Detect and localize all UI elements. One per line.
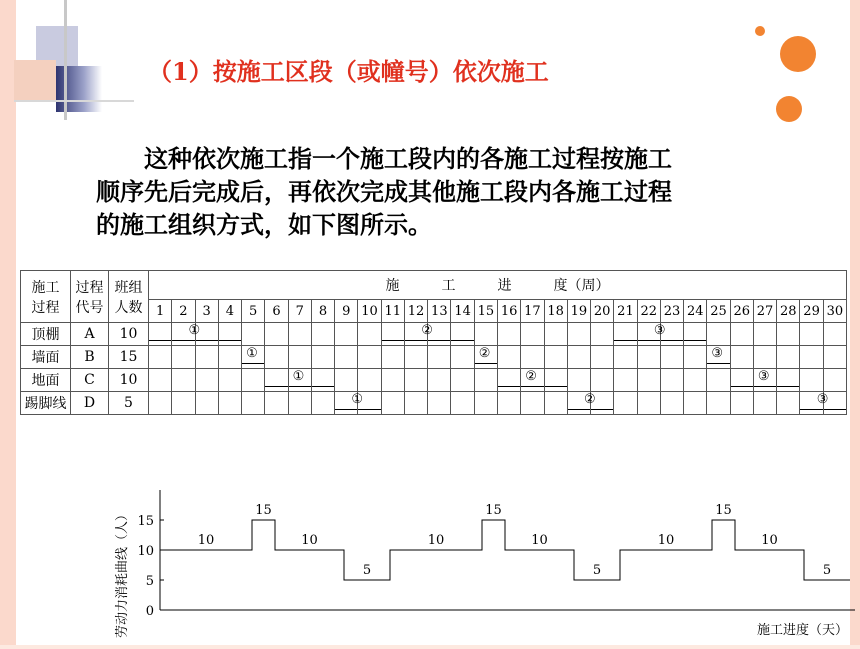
task-bar — [707, 363, 729, 365]
week-header-15: 15 — [474, 300, 497, 323]
week-header-8: 8 — [311, 300, 334, 323]
schedule-cell — [358, 323, 381, 346]
task-segment-label: ① — [188, 323, 201, 338]
task-bar — [219, 340, 241, 342]
task-segment-label: ① — [351, 392, 364, 407]
schedule-cell — [404, 346, 427, 369]
task-bar — [172, 340, 194, 342]
deco-circle-medium — [776, 96, 802, 122]
task-bar — [358, 409, 380, 411]
schedule-cell — [660, 369, 683, 392]
week-header-9: 9 — [335, 300, 358, 323]
schedule-cell — [497, 346, 520, 369]
schedule-cell — [567, 323, 590, 346]
week-header-22: 22 — [637, 300, 660, 323]
process-code: D — [71, 392, 109, 415]
week-header-10: 10 — [358, 300, 381, 323]
schedule-cell — [265, 392, 288, 415]
week-header-13: 13 — [428, 300, 451, 323]
schedule-cell — [451, 346, 474, 369]
week-header-27: 27 — [753, 300, 776, 323]
y-tick-label: 15 — [137, 514, 154, 529]
task-bar — [777, 386, 799, 388]
process-name: 墙面 — [21, 346, 71, 369]
y-tick-label: 0 — [145, 604, 154, 619]
step-value-label: 10 — [657, 533, 675, 548]
schedule-cell — [497, 369, 520, 392]
week-header-29: 29 — [800, 300, 823, 323]
schedule-cell — [404, 392, 427, 415]
schedule-cell — [381, 369, 404, 392]
schedule-table — [20, 270, 847, 415]
schedule-cell — [684, 346, 707, 369]
schedule-cell — [660, 346, 683, 369]
schedule-cell — [823, 323, 846, 346]
task-segment-label: ③ — [653, 323, 666, 338]
week-header-5: 5 — [242, 300, 265, 323]
schedule-cell — [753, 346, 776, 369]
schedule-cell — [684, 392, 707, 415]
schedule-cell — [753, 392, 776, 415]
header-progress: 施 工 进 度（周） — [149, 271, 847, 300]
schedule-cell — [242, 323, 265, 346]
schedule-cell — [288, 346, 311, 369]
schedule-cell — [358, 369, 381, 392]
schedule-cell — [800, 346, 823, 369]
week-header-21: 21 — [614, 300, 637, 323]
step-value-label: 15 — [255, 503, 272, 518]
task-bar — [405, 340, 427, 342]
task-bar — [382, 340, 404, 342]
step-value-label: 10 — [761, 533, 778, 548]
step-value-label: 15 — [715, 503, 732, 518]
week-header-25: 25 — [707, 300, 730, 323]
schedule-cell — [591, 369, 614, 392]
task-segment-label: ③ — [711, 346, 724, 361]
week-header-19: 19 — [567, 300, 590, 323]
schedule-cell — [381, 323, 404, 346]
schedule-cell — [195, 392, 218, 415]
paragraph-line-3: 的施工组织方式，如下图所示。 — [96, 210, 432, 239]
schedule-cell — [172, 392, 195, 415]
task-bar — [638, 340, 660, 342]
schedule-cell — [474, 323, 497, 346]
week-header-18: 18 — [544, 300, 567, 323]
deco-line-h — [14, 100, 134, 102]
schedule-cell — [584, 392, 614, 415]
schedule-cell — [567, 369, 590, 392]
deco-square-3 — [56, 66, 102, 112]
task-segment-label: ② — [478, 346, 491, 361]
body-paragraph — [96, 142, 796, 241]
task-bar — [545, 386, 567, 388]
schedule-cell — [288, 323, 311, 346]
schedule-cell — [544, 346, 567, 369]
header-crew — [109, 271, 149, 323]
schedule-cell — [521, 369, 544, 392]
schedule-cell — [497, 392, 520, 415]
table-row — [21, 392, 847, 415]
schedule-cell — [335, 323, 358, 346]
process-code: C — [71, 369, 109, 392]
week-header-7: 7 — [288, 300, 311, 323]
deco-circle-large — [780, 36, 816, 72]
week-header-28: 28 — [777, 300, 800, 323]
schedule-cell — [218, 323, 241, 346]
schedule-cell — [777, 323, 800, 346]
week-header-17: 17 — [521, 300, 544, 323]
task-bar — [521, 386, 543, 388]
task-bar — [289, 386, 311, 388]
week-header-11: 11 — [381, 300, 404, 323]
task-bar — [428, 340, 450, 342]
table-row — [21, 323, 847, 346]
crew-size: 5 — [109, 392, 149, 415]
schedule-cell — [660, 392, 683, 415]
crew-size: 10 — [109, 369, 149, 392]
task-bar — [591, 409, 613, 411]
x-axis-title: 施工进度（天） — [756, 623, 848, 638]
schedule-cell — [707, 323, 730, 346]
schedule-cell — [591, 346, 614, 369]
schedule-cell — [614, 392, 637, 415]
task-bar — [568, 409, 590, 411]
week-header-23: 23 — [660, 300, 683, 323]
process-name: 顶棚 — [21, 323, 71, 346]
schedule-cell — [591, 323, 614, 346]
step-value-label: 5 — [592, 563, 602, 578]
schedule-cell — [265, 346, 288, 369]
step-value-label: 10 — [531, 533, 548, 548]
schedule-cell — [474, 369, 497, 392]
task-segment-label: ② — [584, 392, 596, 407]
task-bar — [149, 340, 171, 342]
schedule-cell — [544, 369, 567, 392]
week-header-3: 3 — [195, 300, 218, 323]
header-process-line2: 过程 — [31, 299, 60, 316]
schedule-cell — [428, 369, 451, 392]
task-bar — [498, 386, 520, 388]
task-segment-label: ③ — [816, 392, 829, 407]
week-header-26: 26 — [730, 300, 753, 323]
paragraph-line-2: 顺序先后完成后，再依次完成其他施工段内各施工过程 — [96, 177, 672, 206]
schedule-cell — [614, 323, 637, 346]
schedule-cell — [218, 392, 241, 415]
schedule-cell — [428, 346, 451, 369]
week-header-16: 16 — [497, 300, 520, 323]
schedule-cell — [730, 369, 753, 392]
task-bar — [731, 386, 753, 388]
task-bar — [800, 409, 822, 411]
table-row — [21, 369, 847, 392]
schedule-cell — [823, 346, 846, 369]
week-header-1: 1 — [149, 300, 172, 323]
schedule-cell — [335, 369, 358, 392]
schedule-cell — [730, 323, 753, 346]
week-header-4: 4 — [218, 300, 241, 323]
schedule-cell — [288, 369, 311, 392]
week-header-2: 2 — [172, 300, 195, 323]
schedule-cell — [684, 323, 707, 346]
schedule-cell — [381, 392, 404, 415]
schedule-cell — [521, 392, 544, 415]
labor-step-line — [160, 520, 850, 580]
schedule-cell — [707, 346, 730, 369]
deco-circle-small — [755, 26, 765, 36]
schedule-cell — [497, 323, 520, 346]
header-crew-line2: 人数 — [114, 299, 143, 316]
schedule-table-wrapper — [20, 270, 848, 465]
task-bar — [312, 386, 334, 388]
schedule-cell — [288, 392, 311, 415]
schedule-cell — [311, 323, 334, 346]
schedule-cell — [421, 323, 451, 346]
deco-line — [64, 0, 67, 120]
task-segment-label: ① — [292, 369, 305, 384]
schedule-cell — [637, 369, 660, 392]
process-name: 地面 — [21, 369, 71, 392]
task-bar — [335, 409, 357, 411]
schedule-cell — [777, 392, 800, 415]
labor-chart — [100, 480, 860, 645]
task-bar — [475, 363, 497, 365]
schedule-cell — [358, 346, 381, 369]
schedule-cell — [242, 392, 265, 415]
task-segment-label: ② — [525, 369, 537, 384]
schedule-cell — [707, 369, 730, 392]
step-value-label: 10 — [301, 533, 318, 548]
schedule-cell — [195, 346, 218, 369]
task-bar — [451, 340, 473, 342]
week-header-12: 12 — [404, 300, 427, 323]
schedule-cell — [311, 369, 334, 392]
schedule-cell — [195, 369, 218, 392]
table-row — [21, 346, 847, 369]
schedule-cell — [753, 323, 776, 346]
schedule-cell — [265, 369, 288, 392]
header-crew-line1: 班组 — [114, 279, 143, 296]
schedule-cell — [730, 346, 753, 369]
schedule-cell — [451, 369, 474, 392]
schedule-cell — [474, 346, 497, 369]
task-segment-label: ① — [246, 346, 258, 361]
schedule-cell — [404, 369, 427, 392]
schedule-cell — [381, 346, 404, 369]
task-bar — [242, 363, 264, 365]
schedule-cell — [335, 346, 358, 369]
schedule-cell — [614, 346, 637, 369]
y-tick-label: 5 — [145, 574, 154, 589]
header-code-line2: 代号 — [75, 299, 104, 316]
schedule-cell — [311, 392, 334, 415]
schedule-cell — [653, 323, 683, 346]
process-code: B — [71, 346, 109, 369]
schedule-cell — [567, 346, 590, 369]
paragraph-line-1: 这种依次施工指一个施工段内的各施工过程按施工 — [144, 144, 672, 173]
schedule-cell — [188, 323, 218, 346]
schedule-cell — [637, 392, 660, 415]
schedule-cell — [218, 369, 241, 392]
schedule-cell — [265, 323, 288, 346]
week-header-24: 24 — [684, 300, 707, 323]
week-header-6: 6 — [265, 300, 288, 323]
schedule-cell — [684, 369, 707, 392]
task-segment-label: ③ — [757, 369, 770, 384]
schedule-cell — [242, 346, 265, 369]
schedule-cell — [218, 346, 241, 369]
header-process — [21, 271, 71, 323]
schedule-cell — [521, 323, 544, 346]
schedule-cell — [149, 346, 172, 369]
schedule-cell — [521, 346, 544, 369]
schedule-cell — [777, 369, 800, 392]
schedule-cell — [172, 346, 195, 369]
process-name: 踢脚线 — [21, 392, 71, 415]
task-bar — [754, 386, 776, 388]
week-header-30: 30 — [823, 300, 846, 323]
schedule-cell — [777, 346, 800, 369]
week-header-20: 20 — [591, 300, 614, 323]
header-process-line1: 施工 — [31, 279, 60, 296]
task-bar — [196, 340, 218, 342]
schedule-cell — [149, 392, 172, 415]
schedule-cell — [637, 346, 660, 369]
header-code — [71, 271, 109, 323]
schedule-cell — [311, 346, 334, 369]
schedule-cell — [753, 369, 776, 392]
step-value-label: 10 — [427, 533, 445, 548]
task-bar — [614, 340, 636, 342]
schedule-cell — [544, 392, 567, 415]
schedule-cell — [149, 369, 172, 392]
step-value-label: 5 — [362, 563, 372, 578]
deco-square-2 — [14, 60, 56, 102]
slide-title: （1）按施工区段（或幢号）依次施工 — [148, 57, 549, 86]
schedule-cell — [242, 369, 265, 392]
schedule-cell — [474, 392, 497, 415]
schedule-cell — [149, 323, 172, 346]
step-value-label: 10 — [197, 533, 215, 548]
process-code: A — [71, 323, 109, 346]
task-bar — [265, 386, 287, 388]
task-bar — [661, 340, 683, 342]
task-segment-label: ② — [421, 323, 433, 338]
crew-size: 15 — [109, 346, 149, 369]
schedule-cell — [614, 369, 637, 392]
header-code-line1: 过程 — [75, 279, 104, 296]
schedule-cell — [172, 369, 195, 392]
labor-chart-svg — [100, 480, 860, 645]
y-axis-title: 劳动力消耗曲线（人） — [115, 507, 130, 638]
y-tick-label: 10 — [137, 544, 154, 559]
schedule-cell — [451, 392, 474, 415]
schedule-cell — [800, 323, 823, 346]
crew-size: 10 — [109, 323, 149, 346]
schedule-cell — [451, 323, 474, 346]
schedule-cell — [351, 392, 381, 415]
schedule-cell — [816, 392, 846, 415]
schedule-cell — [428, 392, 451, 415]
week-header-14: 14 — [451, 300, 474, 323]
task-bar — [684, 340, 706, 342]
schedule-cell — [544, 323, 567, 346]
schedule-cell — [823, 369, 846, 392]
step-value-label: 5 — [822, 563, 832, 578]
schedule-cell — [707, 392, 730, 415]
step-value-label: 15 — [485, 503, 502, 518]
task-bar — [824, 409, 846, 411]
schedule-cell — [800, 369, 823, 392]
schedule-cell — [730, 392, 753, 415]
